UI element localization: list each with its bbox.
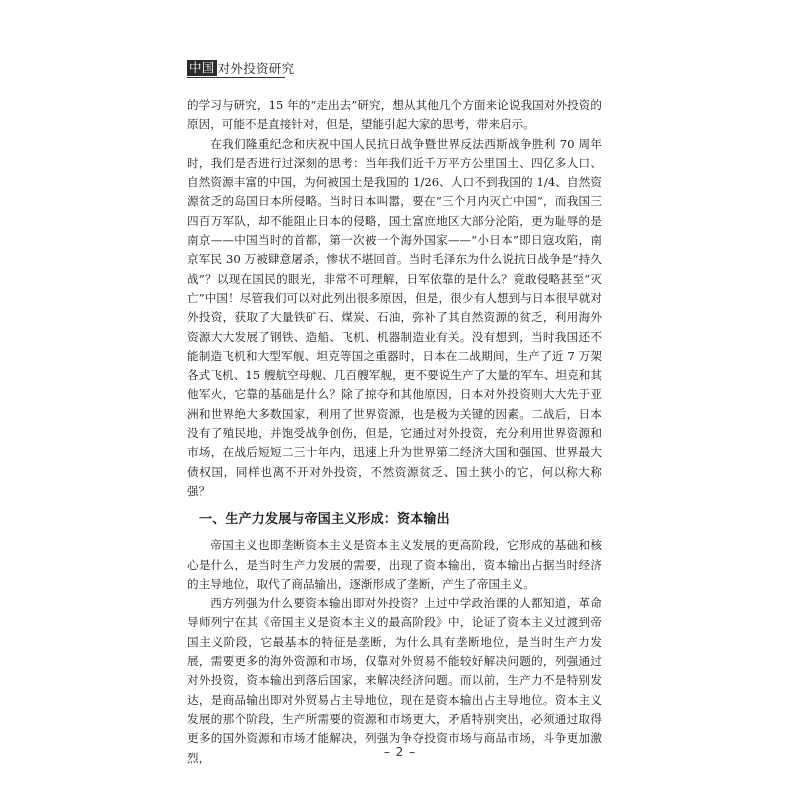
paragraph: 的学习与研究，15 年的“走出去”研究，想从其他几个方面来论说我国对外投资的原因，可能不是直接针对，但是，望能引起大家的思考，带来启示。 — [187, 98, 602, 132]
section-heading: 一、生产力发展与帝国主义形成：资本输出 — [199, 512, 450, 528]
header-rule — [187, 77, 285, 78]
header-highlight: 中国 — [189, 60, 215, 75]
paragraph: 在我们隆重纪念和庆祝中国人民抗日战争暨世界反法西斯战争胜利 70 周年时，我们是否进行过深刻的思考：当年我们近千万平方公里国土、四亿多人口、自然资源丰富的中国，为何被国土是我国的 1/26、人口不到我国的 1/4、自然资源贫乏的岛国日本所侵略。当时日本叫嚣，要在“三个月内灭亡中国”，而我国三四百万军队，却不能阻止日本的侵略，国土富庶地区大部分沦陷，更为耻辱的是南京——中国当时的首都，第一次被一个海外国家——“小日本”即日寇攻陷，南京军民 30 万被肆意屠杀，惨状不堪回首。当时毛泽东为什么说抗日战争是“持久战”？以现在国民的眼光，非常不可理解，日军依靠的是什么？竟敢侵略甚至“灭亡”中国！尽管我们可以对此列出很多原因，但是，很少有人想到与日本很早就对外投资，获取了大量铁矿石、煤炭、石油，弥补了其自然资源的贫乏，利用海外资源大大发展了钢铁、造船、飞机、机器制造业有关。没有想到，当时我国还不能制造飞机和大型军舰、坦克等国之重器时，日本在二战期间，生产了近 7 万架各式飞机、15 艘航空母舰、几百艘军舰，更不要说生产了大量的军车、坦克和其他军火，它靠的基础是什么？除了掠夺和其他原因，日本对外投资则大大先于亚洲和世界绝大多数国家，利用了世界资源，也是极为关键的因素。二战后，日本没有了殖民地，并饱受战争创伤，但是，它通过对外投资，充分利用世界资源和市场，在战后短短二三十年内，迅速上升为世界第二经济大国和强国、世界最大债权国，同样也离不开对外投资，不然资源贫乏、国土狭小的它，何以称大称强？ — [187, 136, 602, 498]
page-number: – 2 – — [383, 745, 417, 759]
header-title: 对外投资研究 — [217, 61, 295, 76]
paragraph: 西方列强为什么要资本输出即对外投资？上过中学政治课的人都知道，革命导师列宁在其《帝国主义是资本主义的最高阶段》中，论证了资本主义过渡到帝国主义阶段，它最基本的特征是垄断，为什么具有垄断地位，是当时生产力发展，需要更多的海外资源和市场，仅靠对外贸易不能较好解决问题的，列强通过对外投资，资本输出到落后国家，来解决经济问题。而以前，生产力不是特别发达，是商品输出即对外贸易占主导地位，现在是资本输出占主导地位。资本主义发展的那个阶段，生产所需要的资源和市场更大，矛盾特别突出，必须通过取得更多的国外资源和市场才能解决，列强为争夺投资市场与商品市场，斗争更加激烈， — [187, 596, 602, 765]
body-text — [187, 96, 602, 768]
running-header — [187, 58, 294, 78]
paragraph: 帝国主义也即垄断资本主义是资本主义发展的更高阶段，它形成的基础和核心是什么，是当时生产力发展的需要，出现了资本输出，资本输出占据当时经济的主导地位，取代了商品输出，逐渐形成了垄断，产生了帝国主义。 — [187, 538, 602, 591]
